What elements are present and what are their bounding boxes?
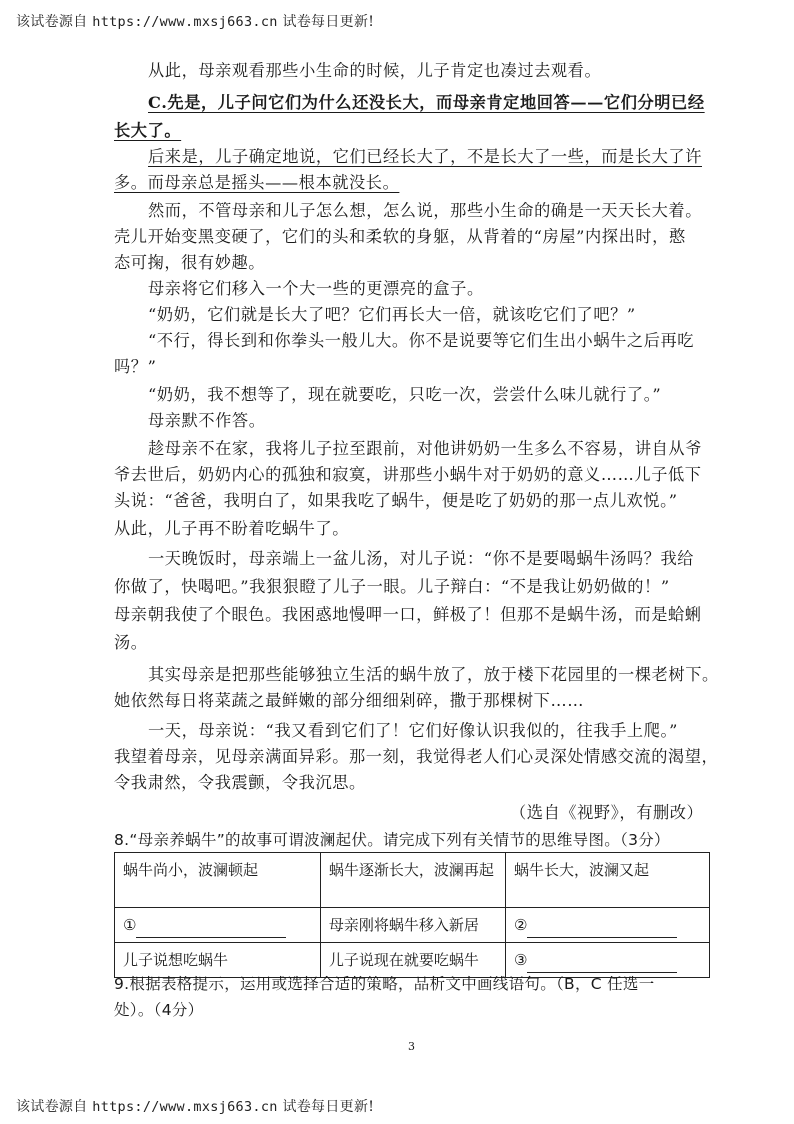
question-9-line-2: 处）。（4分） bbox=[114, 1001, 204, 1019]
passage-line: 令我肃然，令我震颤，令我沉思。 bbox=[114, 773, 366, 792]
underlined-sentence: 后来是，儿子确定地说，它们已经长大了，不是长大了一些，而是长大了许 bbox=[148, 147, 702, 166]
passage-line: 吗？” bbox=[114, 357, 157, 376]
passage-line: 态可掬，很有妙趣。 bbox=[114, 253, 266, 272]
passage-line: 我望着母亲，见母亲满面异彩。那一刻，我觉得老人们心灵深处情感交流的渴望， bbox=[114, 747, 719, 766]
table-cell: 母亲刚将蜗牛移入新居 bbox=[320, 908, 505, 943]
passage-line: 一天，母亲说：“我又看到它们了！它们好像认识我似的，往我手上爬。” bbox=[148, 721, 679, 740]
question-8-title: 8.“母亲养蜗牛”的故事可谓波澜起伏。请完成下列有关情节的思维导图。（3分） bbox=[114, 831, 670, 849]
table-header-cell: 蜗牛长大，波澜又起 bbox=[506, 853, 710, 908]
table-row bbox=[115, 908, 710, 943]
underlined-sentence-cont: 多。而母亲总是摇头——根本就没长。 bbox=[114, 173, 400, 192]
table-cell: 儿子说想吃蜗牛 bbox=[115, 943, 321, 978]
answer-blank[interactable] bbox=[527, 954, 677, 973]
passage-line: 爷去世后，奶奶内心的孤独和寂寞，讲那些小蜗牛对于奶奶的意义……儿子低下 bbox=[114, 465, 702, 484]
passage-line: 从此，儿子再不盼着吃蜗牛了。 bbox=[114, 519, 350, 538]
passage-line: 从此，母亲观看那些小生命的时候，儿子肯定也凑过去观看。 bbox=[148, 61, 602, 80]
passage-line: 趁母亲不在家，我将儿子拉至跟前，对他讲奶奶一生多么不容易，讲自从爷 bbox=[148, 439, 702, 458]
blank-marker: ③ bbox=[514, 951, 528, 969]
underlined-sentence-c-cont: 长大了。 bbox=[114, 121, 182, 140]
underlined-sentence-c: C.先是，儿子问它们为什么还没长大，而母亲肯定地回答——它们分明已经 bbox=[148, 93, 705, 112]
answer-blank[interactable] bbox=[527, 919, 677, 938]
passage-line: 她依然每日将菜蔬之最鲜嫩的部分细细剁碎，撒于那棵树下…… bbox=[114, 691, 585, 710]
passage-line: “奶奶，我不想等了，现在就要吃，只吃一次，尝尝什么味儿就行了。” bbox=[148, 385, 662, 404]
table-header-cell: 蜗牛尚小，波澜顿起 bbox=[115, 853, 321, 908]
passage-line: “不行，得长到和你拳头一般儿大。你不是说要等它们生出小蜗牛之后再吃 bbox=[148, 331, 695, 350]
passage-line: 母亲朝我使了个眼色。我困惑地慢呷一口，鲜极了！但那不是蜗牛汤，而是蛤蜊 bbox=[114, 605, 702, 624]
source-watermark-top bbox=[16, 11, 374, 31]
table-cell: 儿子说现在就要吃蜗牛 bbox=[320, 943, 505, 978]
plot-mind-map-table bbox=[114, 852, 710, 978]
passage-line: 母亲将它们移入一个大一些的更漂亮的盒子。 bbox=[148, 279, 484, 298]
answer-blank[interactable] bbox=[136, 919, 286, 938]
passage-line: “奶奶，它们就是长大了吧？它们再长大一倍，就该吃它们了吧？” bbox=[148, 305, 636, 324]
answer-blank-cell-2[interactable] bbox=[506, 908, 710, 943]
watermark-url[interactable]: https://www.mxsj663.cn bbox=[92, 1099, 278, 1115]
passage-line: 然而，不管母亲和儿子怎么想，怎么说，那些小生命的确是一天天长大着。 bbox=[148, 201, 702, 220]
passage-source: （选自《视野》，有删改） bbox=[510, 803, 704, 822]
blank-marker: ② bbox=[514, 916, 528, 934]
table-row bbox=[115, 853, 710, 908]
passage-line: 汤。 bbox=[114, 633, 148, 652]
watermark-url[interactable]: https://www.mxsj663.cn bbox=[92, 14, 278, 30]
source-watermark-bottom bbox=[16, 1096, 374, 1116]
watermark-prefix: 该试卷源自 bbox=[16, 14, 88, 30]
passage-line: 你做了，快喝吧。”我狠狠瞪了儿子一眼。儿子辩白：“不是我让奶奶做的！” bbox=[114, 577, 670, 596]
passage-line: 母亲默不作答。 bbox=[148, 411, 266, 430]
watermark-suffix: 试卷每日更新! bbox=[282, 14, 375, 30]
passage-line: 其实母亲是把那些能够独立生活的蜗牛放了，放于楼下花园里的一棵老树下。 bbox=[148, 665, 719, 684]
answer-blank-cell-1[interactable] bbox=[115, 908, 321, 943]
question-9-line-1: 9.根据表格提示，运用或选择合适的策略，品析文中画线语句。（B，C 任选一 bbox=[114, 975, 655, 993]
blank-marker: ① bbox=[123, 916, 137, 934]
table-header-cell: 蜗牛逐渐长大，波澜再起 bbox=[320, 853, 505, 908]
passage-line: 一天晚饭时，母亲端上一盆儿汤，对儿子说：“你不是要喝蜗牛汤吗？我给 bbox=[148, 549, 695, 568]
watermark-suffix: 试卷每日更新! bbox=[282, 1099, 375, 1115]
watermark-prefix: 该试卷源自 bbox=[16, 1099, 88, 1115]
passage-line: 头说：“爸爸，我明白了，如果我吃了蜗牛，便是吃了奶奶的那一点儿欢悦。” bbox=[114, 491, 678, 510]
passage-line: 壳儿开始变黑变硬了，它们的头和柔软的身躯，从背着的“房屋”内探出时，憨 bbox=[114, 227, 686, 246]
page-number: 3 bbox=[408, 1040, 415, 1053]
